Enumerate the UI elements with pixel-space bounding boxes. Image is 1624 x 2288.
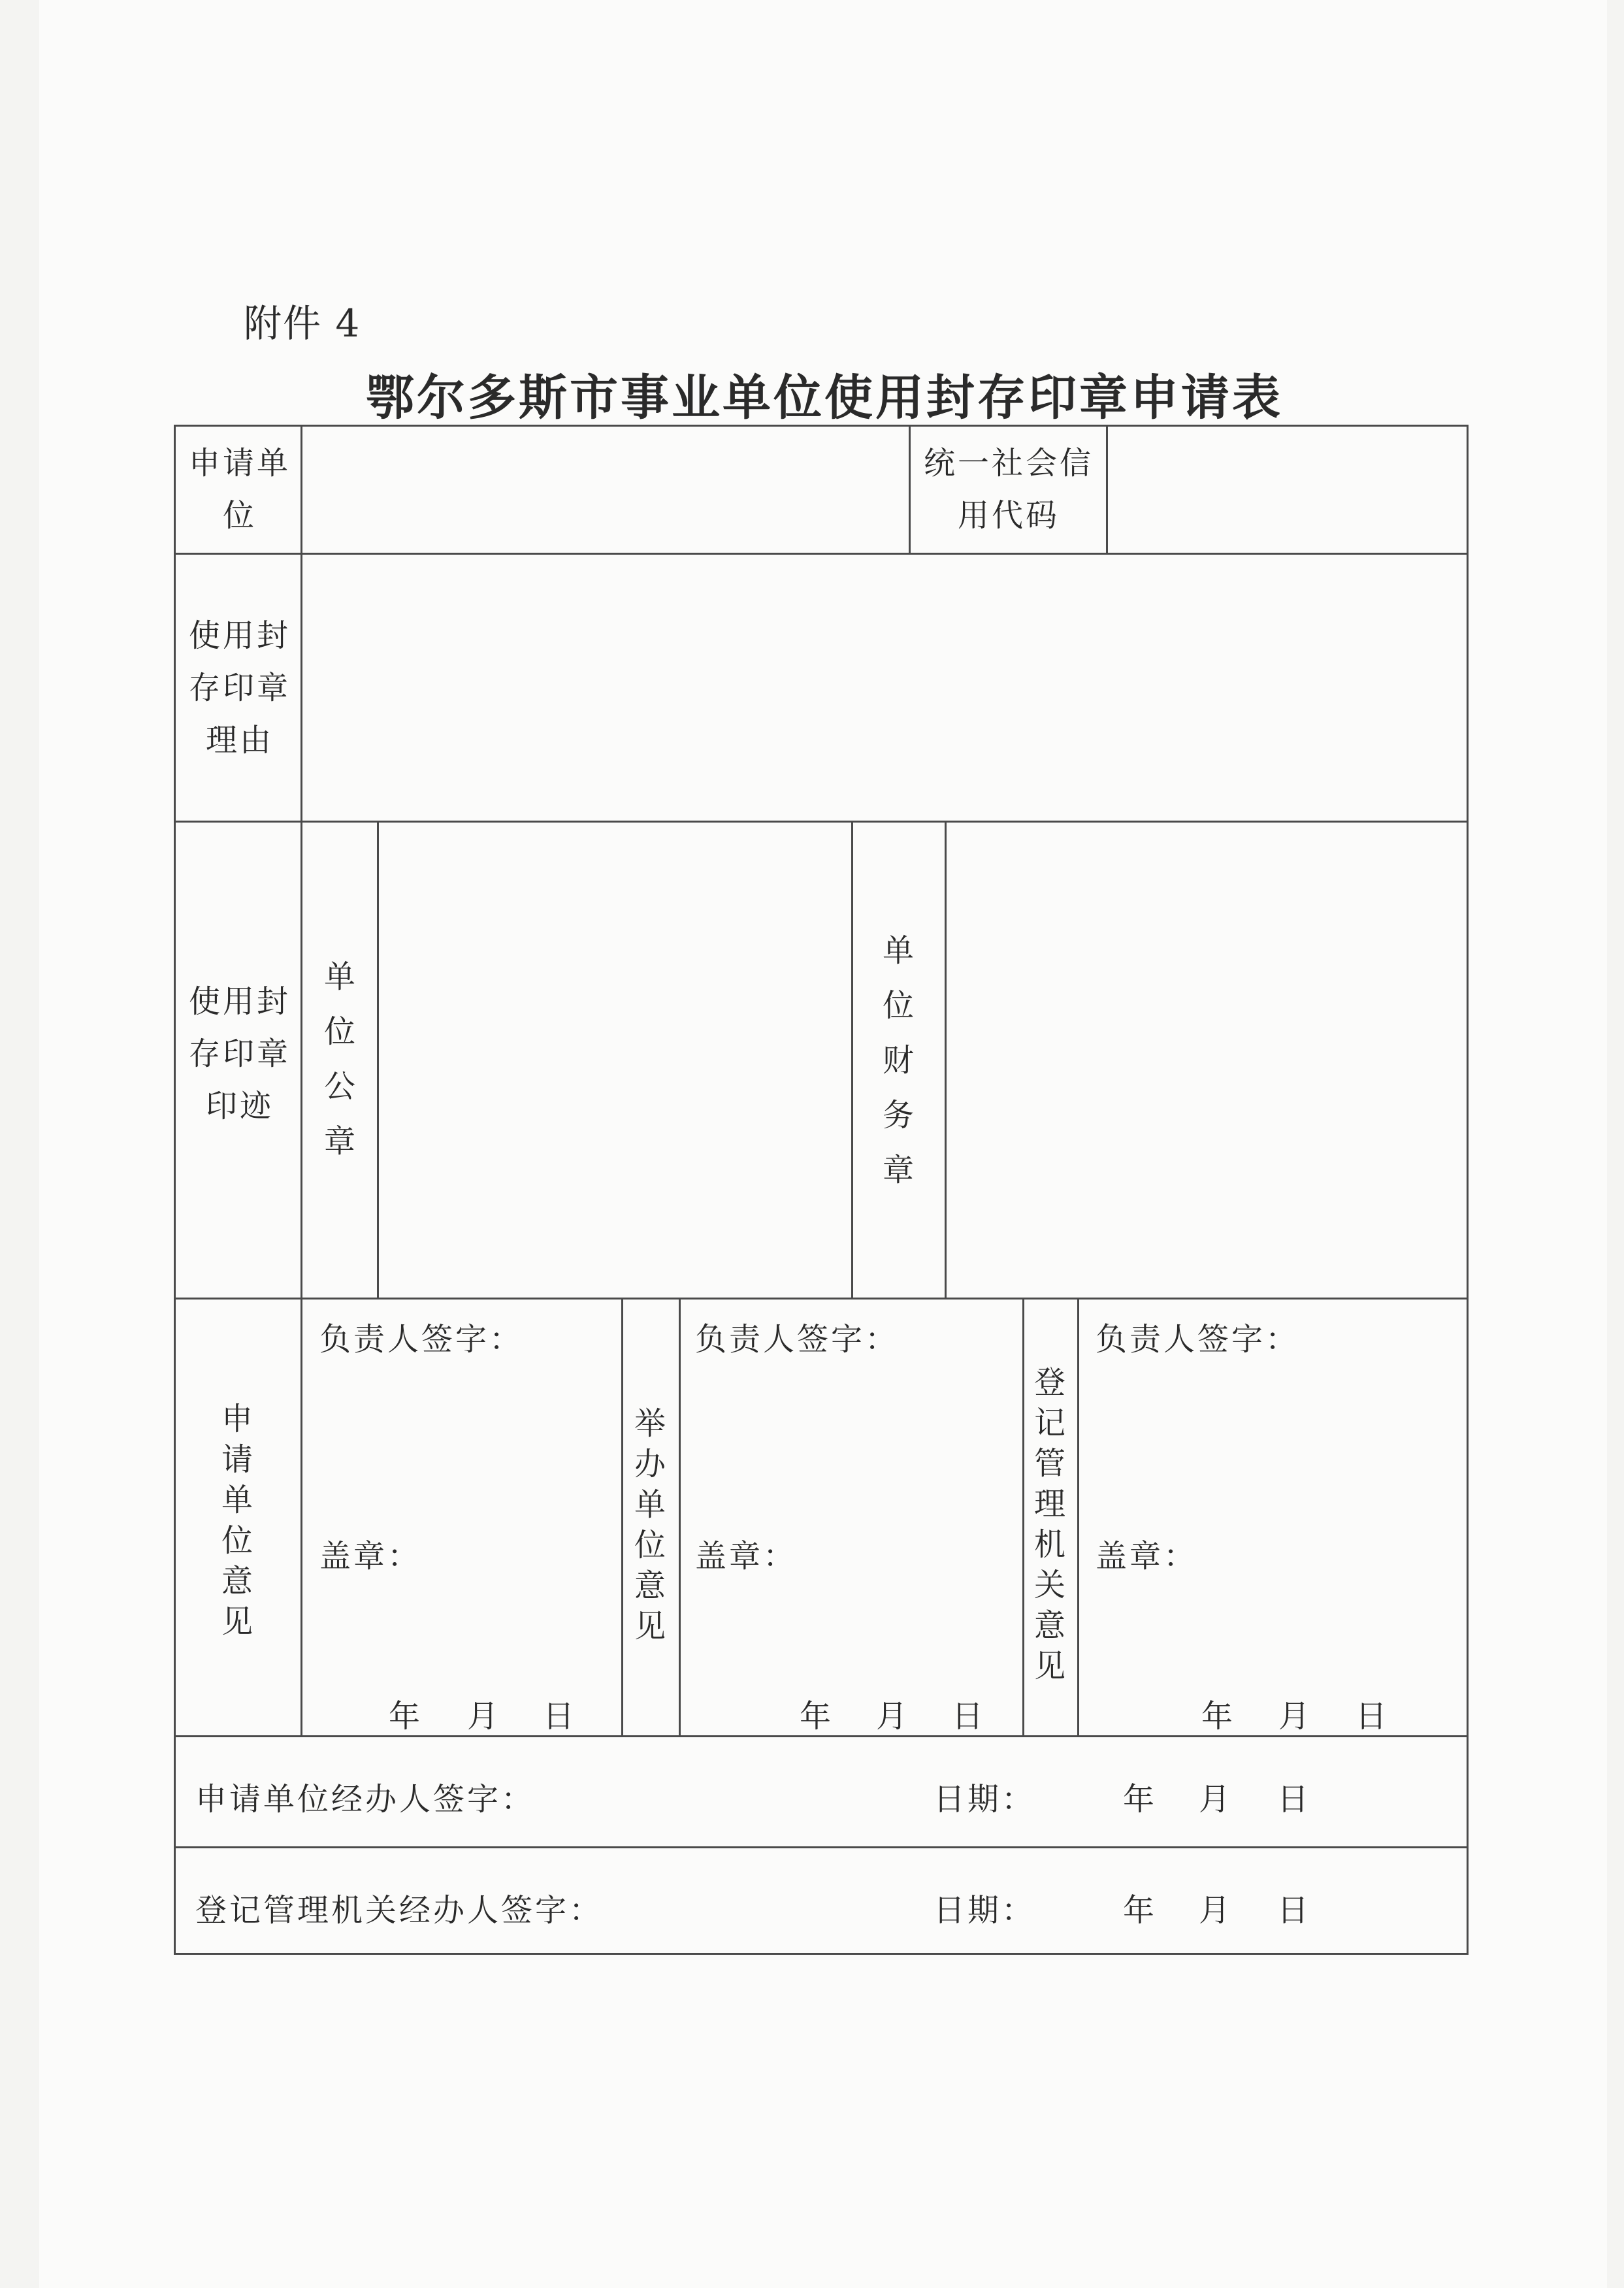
row-divider-3	[176, 1298, 1467, 1299]
registry-month: 月	[1278, 1698, 1313, 1735]
page-title: 鄂尔多斯市事业单位使用封存印章申请表	[366, 370, 1283, 426]
registry-handler-month: 月	[1199, 1892, 1233, 1929]
reason-field[interactable]	[302, 555, 1467, 821]
attachment-label: 附件 4	[244, 301, 361, 346]
applicant-handler-date-label: 日期：	[934, 1781, 1036, 1818]
sponsor-day: 日	[952, 1698, 986, 1735]
row-divider-5	[176, 1846, 1467, 1848]
applicant-handler-year: 年	[1123, 1781, 1158, 1818]
seal-impression-label: 使用封存印章印迹	[189, 983, 291, 1124]
application-form	[174, 425, 1469, 1955]
applicant-year: 年	[389, 1698, 423, 1735]
finance-seal-label: 单位财务章	[882, 932, 914, 1188]
applicant-handler-day: 日	[1277, 1781, 1312, 1818]
row1-divider-a	[909, 427, 911, 553]
reason-label: 使用封存印章理由	[189, 617, 291, 759]
sponsor-signature-label: 负责人签字：	[695, 1321, 900, 1358]
applicant-opinion-label: 申请单位意见	[221, 1401, 253, 1640]
applicant-month: 月	[467, 1698, 502, 1735]
applicant-handler-month: 月	[1199, 1781, 1233, 1818]
sponsor-opinion-label: 举办单位意见	[634, 1405, 666, 1644]
row3-divider-b	[851, 821, 853, 1298]
row4-divider-d	[1077, 1298, 1079, 1735]
finance-seal-area[interactable]	[947, 823, 1467, 1298]
unit-seal-area[interactable]	[379, 823, 851, 1298]
registry-handler-date-label: 日期：	[934, 1892, 1036, 1929]
registry-opinion-label: 登记管理机关意见	[1033, 1364, 1065, 1684]
sponsor-month: 月	[876, 1698, 911, 1735]
applicant-handler-label: 申请单位经办人签字：	[195, 1781, 536, 1818]
registry-stamp-label: 盖章：	[1096, 1538, 1198, 1575]
applicant-unit-label: 申请单位	[189, 445, 291, 534]
registry-handler-year: 年	[1123, 1892, 1158, 1929]
row4-divider-b	[679, 1298, 681, 1735]
registry-handler-day: 日	[1277, 1892, 1312, 1929]
applicant-signature-label: 负责人签字：	[319, 1321, 524, 1358]
credit-code-label: 统一社会信用代码	[923, 445, 1094, 534]
applicant-day: 日	[543, 1698, 577, 1735]
row4-divider-c	[1022, 1298, 1024, 1735]
registry-handler-label: 登记管理机关经办人签字：	[195, 1892, 604, 1929]
registry-signature-label: 负责人签字：	[1096, 1321, 1300, 1358]
applicant-stamp-label: 盖章：	[319, 1538, 422, 1575]
sponsor-stamp-label: 盖章：	[695, 1538, 798, 1575]
applicant-unit-field[interactable]	[302, 427, 909, 553]
unit-seal-label: 单位公章	[323, 958, 355, 1160]
credit-code-field[interactable]	[1108, 427, 1467, 553]
registry-year: 年	[1201, 1698, 1236, 1735]
row4-divider-a	[621, 1298, 623, 1735]
registry-day: 日	[1356, 1698, 1390, 1735]
sponsor-year: 年	[800, 1698, 834, 1735]
